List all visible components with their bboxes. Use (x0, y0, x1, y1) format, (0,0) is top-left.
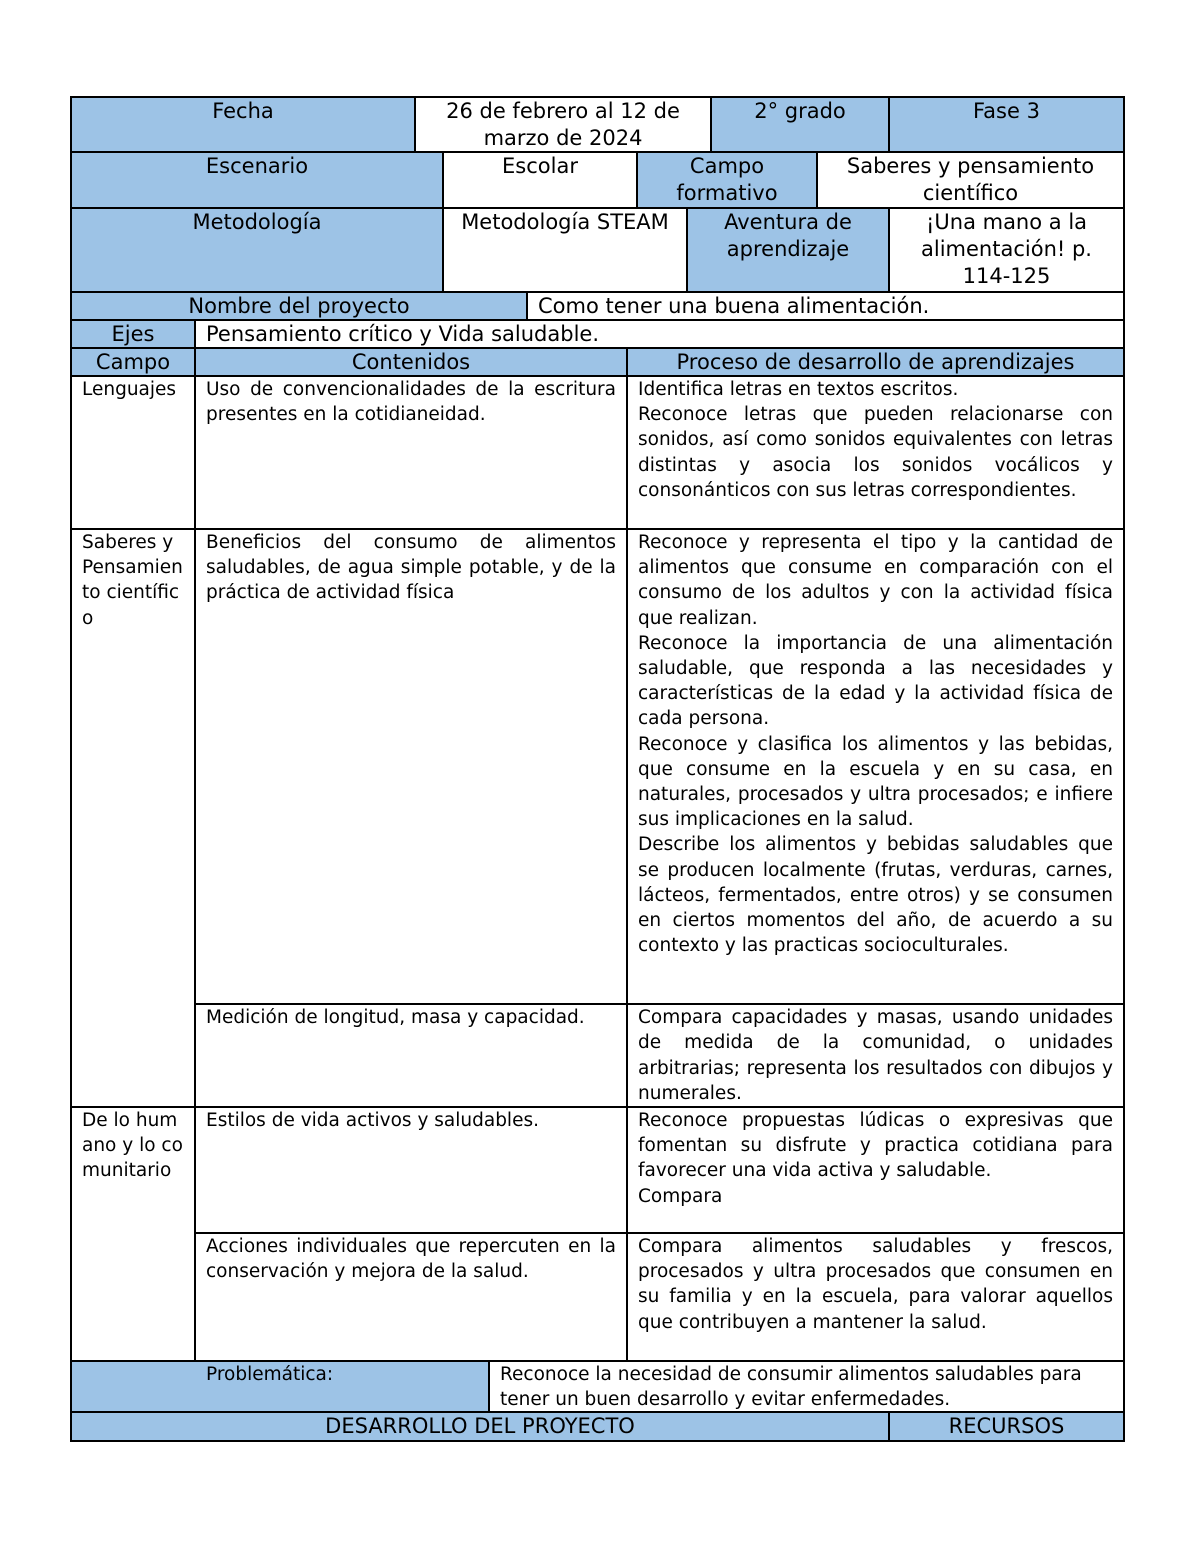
contenido-cell (196, 1234, 628, 1360)
sub-row (196, 1108, 1123, 1234)
column-header-row (70, 349, 1125, 377)
metodologia-row (70, 209, 1125, 293)
contenido-cell (196, 1005, 628, 1106)
contenido-text: Uso de convencionalidades de la escritura presentes en la cotidianeidad. (206, 379, 616, 426)
proyecto-row (70, 293, 1125, 321)
proceso-text: Reconoce y representa el tipo y la cantidad de alimentos que consume en comparación con el consumo de los adultos y con la actividad física que realizan. (638, 532, 1113, 629)
ejes-value: Pensamiento crítico y Vida saludable. (206, 322, 600, 346)
contenido-cell (196, 1108, 628, 1232)
proceso-text: Compara alimentos saludables y frescos, procesados y ultra procesados que consumen en su familia y en la escuela, para valorar aquellos que contribuyen a mantener la salud. (638, 1236, 1113, 1333)
col-campo-header: Campo (72, 349, 196, 375)
problematica-row (70, 1362, 1125, 1413)
problematica-spacer (72, 1362, 196, 1411)
problematica-value: Reconoce la necesidad de consumir alimentos saludables para tener un buen desarrollo y evitar enfermedades. (490, 1362, 1123, 1411)
proceso-cell (628, 1234, 1123, 1360)
campo-lenguajes: Lenguajes (72, 377, 196, 528)
recursos-header: RECURSOS (948, 1414, 1065, 1438)
sub-rows (196, 530, 1123, 1106)
campo-humano: De lo humano y lo comunitario (72, 1108, 196, 1360)
contenido-text: Acciones individuales que repercuten en la conservación y mejora de la salud. (206, 1236, 616, 1283)
contenido-text: Medición de longitud, masa y capacidad. (206, 1007, 585, 1029)
table-row (70, 377, 1125, 530)
proyecto-label: Nombre del proyecto (72, 293, 528, 319)
planning-table (70, 96, 1125, 1442)
proceso-text: Identifica letras en textos escritos. (638, 379, 959, 400)
escenario-row (70, 153, 1125, 209)
problematica-label: Problemática: (196, 1362, 490, 1411)
contenido-cell (196, 530, 628, 1003)
sub-row (196, 1005, 1123, 1106)
proceso-text: Compara capacidades y masas, usando unidades de medida de la comunidad, o unidades arbitrarias; representa los resultados con dibujos y numerales. (638, 1007, 1113, 1104)
fecha-row (70, 96, 1125, 153)
proceso-text: Reconoce letras que pueden relacionarse con sonidos, así como sonidos equivalentes con letras distintas y asocia los sonidos vocálicos y consonánticos con sus letras correspondientes. (638, 404, 1113, 501)
ejes-label: Ejes (72, 321, 196, 347)
campo-saberes: Saberes y Pensamiento científico (72, 530, 196, 1106)
proceso-cell (628, 1005, 1123, 1106)
sub-rows (196, 1108, 1123, 1360)
escenario-value: Escolar (444, 153, 638, 207)
campo-formativo-label: Campo formativo (638, 153, 818, 207)
proceso-cell (628, 377, 1123, 528)
desarrollo-header: DESARROLLO DEL PROYECTO (72, 1413, 890, 1440)
footer-row (70, 1413, 1125, 1442)
aventura-label: Aventura de aprendizaje (688, 209, 890, 291)
proceso-cell (628, 1108, 1123, 1232)
fase-value: Fase 3 (890, 98, 1123, 151)
fecha-value: 26 de febrero al 12 de marzo de 2024 (416, 98, 712, 151)
col-contenidos-header: Contenidos (196, 349, 628, 375)
proceso-text: Reconoce propuestas lúdicas o expresivas que fomentan su disfrute y practica cotidiana para favorecer una vida activa y saludable. (638, 1110, 1113, 1182)
grado-value: 2° grado (712, 98, 890, 151)
ejes-row (70, 321, 1125, 349)
proceso-text: Describe los alimentos y bebidas saludables que se producen localmente (frutas, verduras, carnes, lácteos, fermentados, entre otros) y se consumen en ciertos momentos del año, de acuerdo a su contexto y las practicas socioculturales. (638, 834, 1113, 957)
fecha-label: Fecha (72, 98, 416, 151)
proceso-text: Compara (638, 1185, 723, 1207)
table-row (70, 1108, 1125, 1362)
contenido-cell (196, 377, 628, 528)
proceso-text: Reconoce la importancia de una alimentación saludable, que responda a las necesidades y características de la edad y la actividad física de cada persona. (638, 632, 1113, 730)
contenido-text: Estilos de vida activos y saludables. (206, 1110, 539, 1131)
contenido-text: Beneficios del consumo de alimentos saludables, de agua simple potable, y de la práctica de actividad física (206, 532, 616, 604)
table-row (70, 530, 1125, 1108)
proceso-text: Reconoce y clasifica los alimentos y las bebidas, que consume en la escuela y en su casa, en naturales, procesados y ultra procesados; e infiere sus implicaciones en la salud. (638, 733, 1113, 831)
campo-formativo-value: Saberes y pensamiento científico (846, 154, 1095, 205)
proyecto-value: Como tener una buena alimentación. (538, 294, 930, 318)
aventura-value: ¡Una mano a la alimentación! p. 114-125 (921, 210, 1092, 288)
proceso-cell (628, 530, 1123, 1003)
sub-row (196, 1234, 1123, 1360)
col-proceso-header: Proceso de desarrollo de aprendizajes (628, 349, 1123, 375)
metodologia-value: Metodología STEAM (444, 209, 688, 291)
sub-row (196, 530, 1123, 1005)
escenario-label: Escenario (72, 153, 444, 207)
metodologia-label: Metodología (72, 209, 444, 291)
